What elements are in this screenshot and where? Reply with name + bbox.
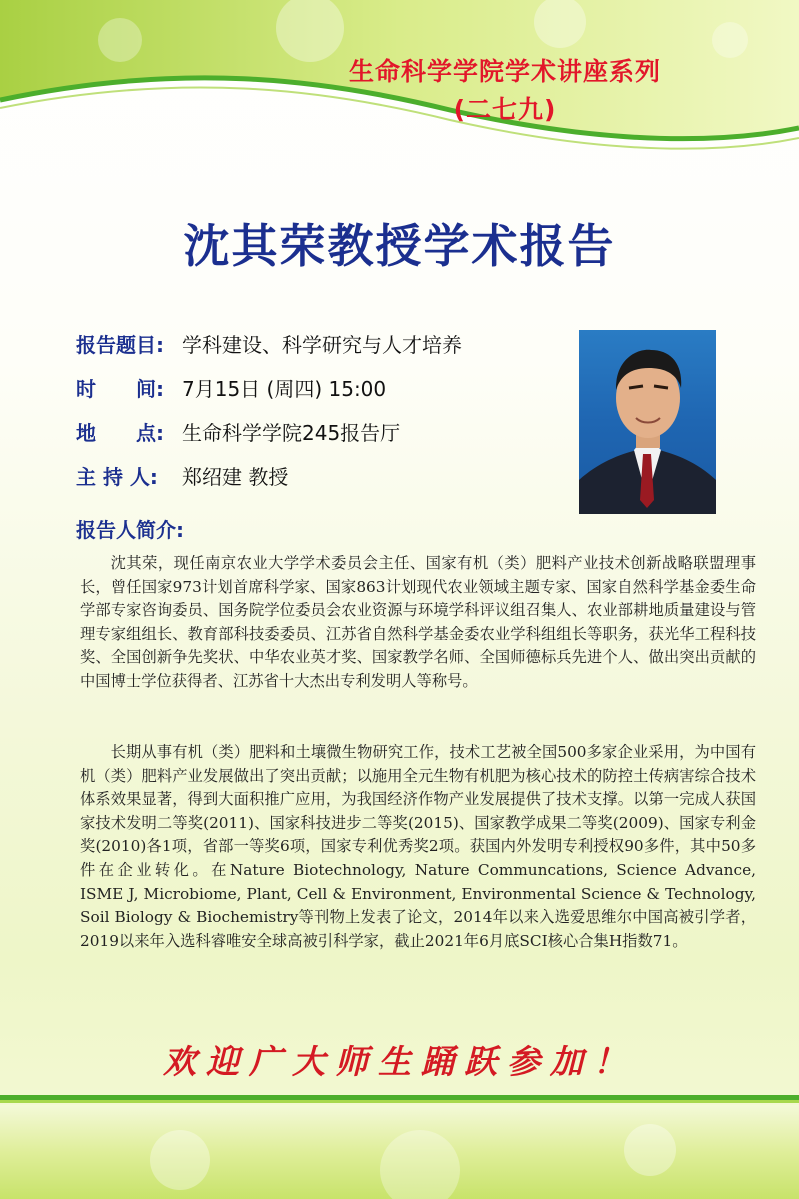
info-row-place [76,417,400,446]
series-number: (二七九) [453,95,557,124]
host-label: 主 持 人: [76,465,158,489]
bokeh-light [98,18,142,62]
speaker-brow-right [654,386,668,388]
place-label: 地 点: [76,421,164,445]
time-label: 时 间: [76,377,164,401]
series-title: 生命科学学院学术讲座系列 [348,57,661,86]
topic-label: 报告题目: [76,333,164,357]
bio-paragraph-1: 沈其荣，现任南京农业大学学术委员会主任、国家有机（类）肥料产业技术创新战略联盟理事长，曾任国家973计划首席科学家、国家863计划现代农业领域主题专家、国家自然科学基金委生命学部专家咨询委员、国务院学位委员会农业资源与环境学科评议组召集人、农业部耕地质量建设与管理专家组组长、教育部科技委委员、江苏省自然科学基金委农业学科组组长等职务，获光华工程科技奖、全国创新争先奖状、中华农业英才奖、国家教学名师、全国师德标兵先进个人、做出突出贡献的中国博士学位获得者、江苏省十大杰出专利发明人等称号。 [80,554,756,690]
intro-heading: 报告人简介: [76,518,184,542]
bottom-light-band [0,1100,799,1103]
lecture-title: 沈其荣教授学术报告 [183,219,616,273]
bokeh-light [624,1124,676,1176]
time-value: 7月15日 (周四) 15:00 [182,377,387,401]
topic-value: 学科建设、科学研究与人才培养 [182,333,462,357]
speaker-photo [579,330,716,514]
welcome-slogan: 欢迎广大师生踊跃参加！ [163,1042,636,1081]
host-value: 郑绍建 教授 [182,465,289,489]
info-row-host [76,461,288,490]
info-row-time [76,373,386,402]
bottom-green-band [0,1095,799,1100]
place-value: 生命科学学院245报告厅 [182,421,401,445]
info-row-topic [76,329,462,358]
speaker-brow-left [629,386,643,388]
bio-paragraph-2: 长期从事有机（类）肥料和土壤微生物研究工作，技术工艺被全国500多家企业采用，为中国有机（类）肥料产业发展做出了突出贡献；以施用全元生物有机肥为核心技术的防控土传病害综合技术体系效果显著，得到大面积推广应用，为我国经济作物产业发展提供了技术支撑。以第一完成人获国家技术发明二等奖(2011)、国家科技进步二等奖(2015)、国家教学成果二等奖(2009)、国家专利金奖(2010)各1项，省部一等奖6项，国家专利优秀奖2项。获国内外发明专利授权90多件，其中50多件在企业转化。在Nature Biotechnology, Nature Communcations, Science Advance, ISME J, Microbiome, Plant, Cell & Environment, Environmental Science & Technology, Soil Biology & Biochemistry等刊物上发表了论文，2014年以来入选爱思维尔中国高被引学者，2019以来年入选科睿唯安全球高被引科学家，截止2021年6月底SCI核心合集H指数71。 [80,743,756,950]
bokeh-light [150,1130,210,1190]
